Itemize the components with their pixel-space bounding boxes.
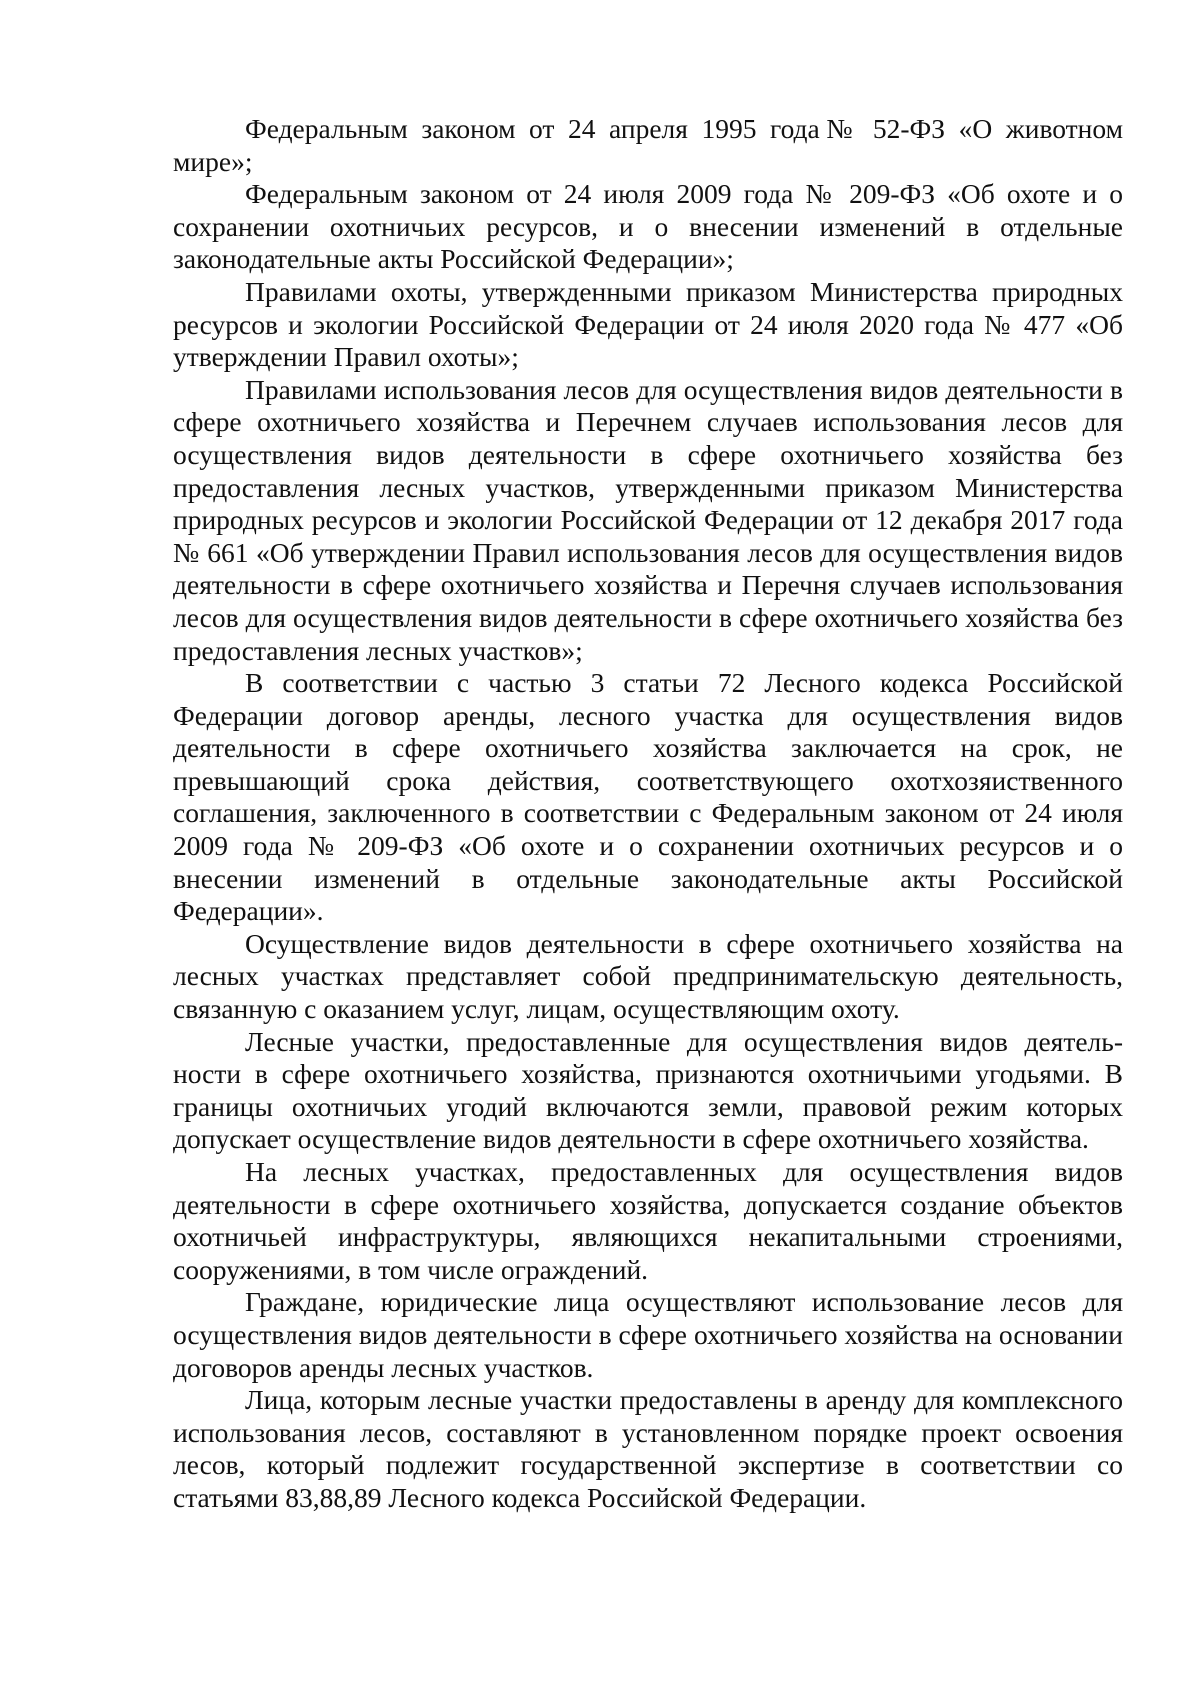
paragraph-forest-use-rules: Правилами использования лесов для осуществления видов деятельности в сфере охотничьего хозяйства и Перечнем случаев использования лесов для осуществления видов деятельности в сфере охотничьего хозяйства без предоставления лесных участков, утвержденными приказом Министерства природных ресурсов и экологии Российской Федерации от 12 декабря 2017 года № 661 «Об утверждении Правил использования лесов для осуществления видов деятельности в сфере охотничьего хозяйства и Перечня случаев использования лесов для осуществления видов деятельности в сфере охотничьего хозяйства без предоставления лесных участков»; (173, 373, 1123, 666)
paragraph-infrastructure: На лесных участках, предоставленных для осуществления видов деятельности в сфере охотничьего хозяйства, допускается создание объектов охотничьей инфраструктуры, являющихся некапитальными строениями, сооружениями, в том числе ограждений. (173, 1156, 1123, 1285)
paragraph-lease-term: В соответствии с частью 3 статьи 72 Лесного кодекса Российской Федерации договор аренды, лесного участка для осуществления видов деятельности в сфере охотничьего хозяйства заключается на срок, не превышающий срока действия, соответствующего охотхозяиственного соглашения, заключенного в соответствии с Федеральным законом от 24 июля 2009 года № 209-ФЗ «Об охоте и о сохранении охотничьих ресурсов и о внесении изменений в отдельные законодательные акты Российской Федерации». (173, 667, 1123, 927)
paragraph-hunting-grounds: Лесные участки, предоставленные для осуществления видов деятельности в сфере охотничьего хозяйства, признаются охотничьими угодьями. В границы охотничьих угодий включаются земли, правовой режим которых допускает осуществление видов деятельности в сфере охотничьего хозяйства. (173, 1025, 1123, 1155)
paragraph-hunting-rules: Правилами охоты, утвержденными приказом Министерства природных ресурсов и экологии Российской Федерации от 24 июля 2020 года № 477 «Об утверждении Правил охоты»; (173, 275, 1123, 373)
document-page (173, 113, 1123, 1515)
paragraph-business-activity: Осуществление видов деятельности в сфере охотничьего хозяйства на лесных участках представляет собой предпринимательскую деятельность, связанную с оказанием услуг, лицам, осуществляющим охоту. (173, 927, 1123, 1025)
paragraph-fauna-law: Федеральным законом от 24 апреля 1995 года№ 52-ФЗ «О животном мире»; (173, 113, 1123, 177)
paragraph-hunting-law: Федеральным законом от 24 июля 2009 года № 209-ФЗ «Об охоте и о сохранении охотничьих ресурсов, и о внесении изменений в отдельные законодательные акты Российской Федерации»; (173, 178, 1123, 275)
paragraph-lease-basis: Граждане, юридические лица осуществляют использование лесов для осуществления видов деятельности в сфере охотничьего хозяйства на основании договоров аренды лесных участков. (173, 1286, 1123, 1383)
paragraph-development-project: Лица, которым лесные участки предоставлены в аренду для комплексного использования лесов, составляют в установленном порядке проект освоения лесов, который подлежит государственной экспертизе в соответствии со статьями 83,88,89 Лесного кодекса Российской Федерации. (173, 1384, 1123, 1513)
